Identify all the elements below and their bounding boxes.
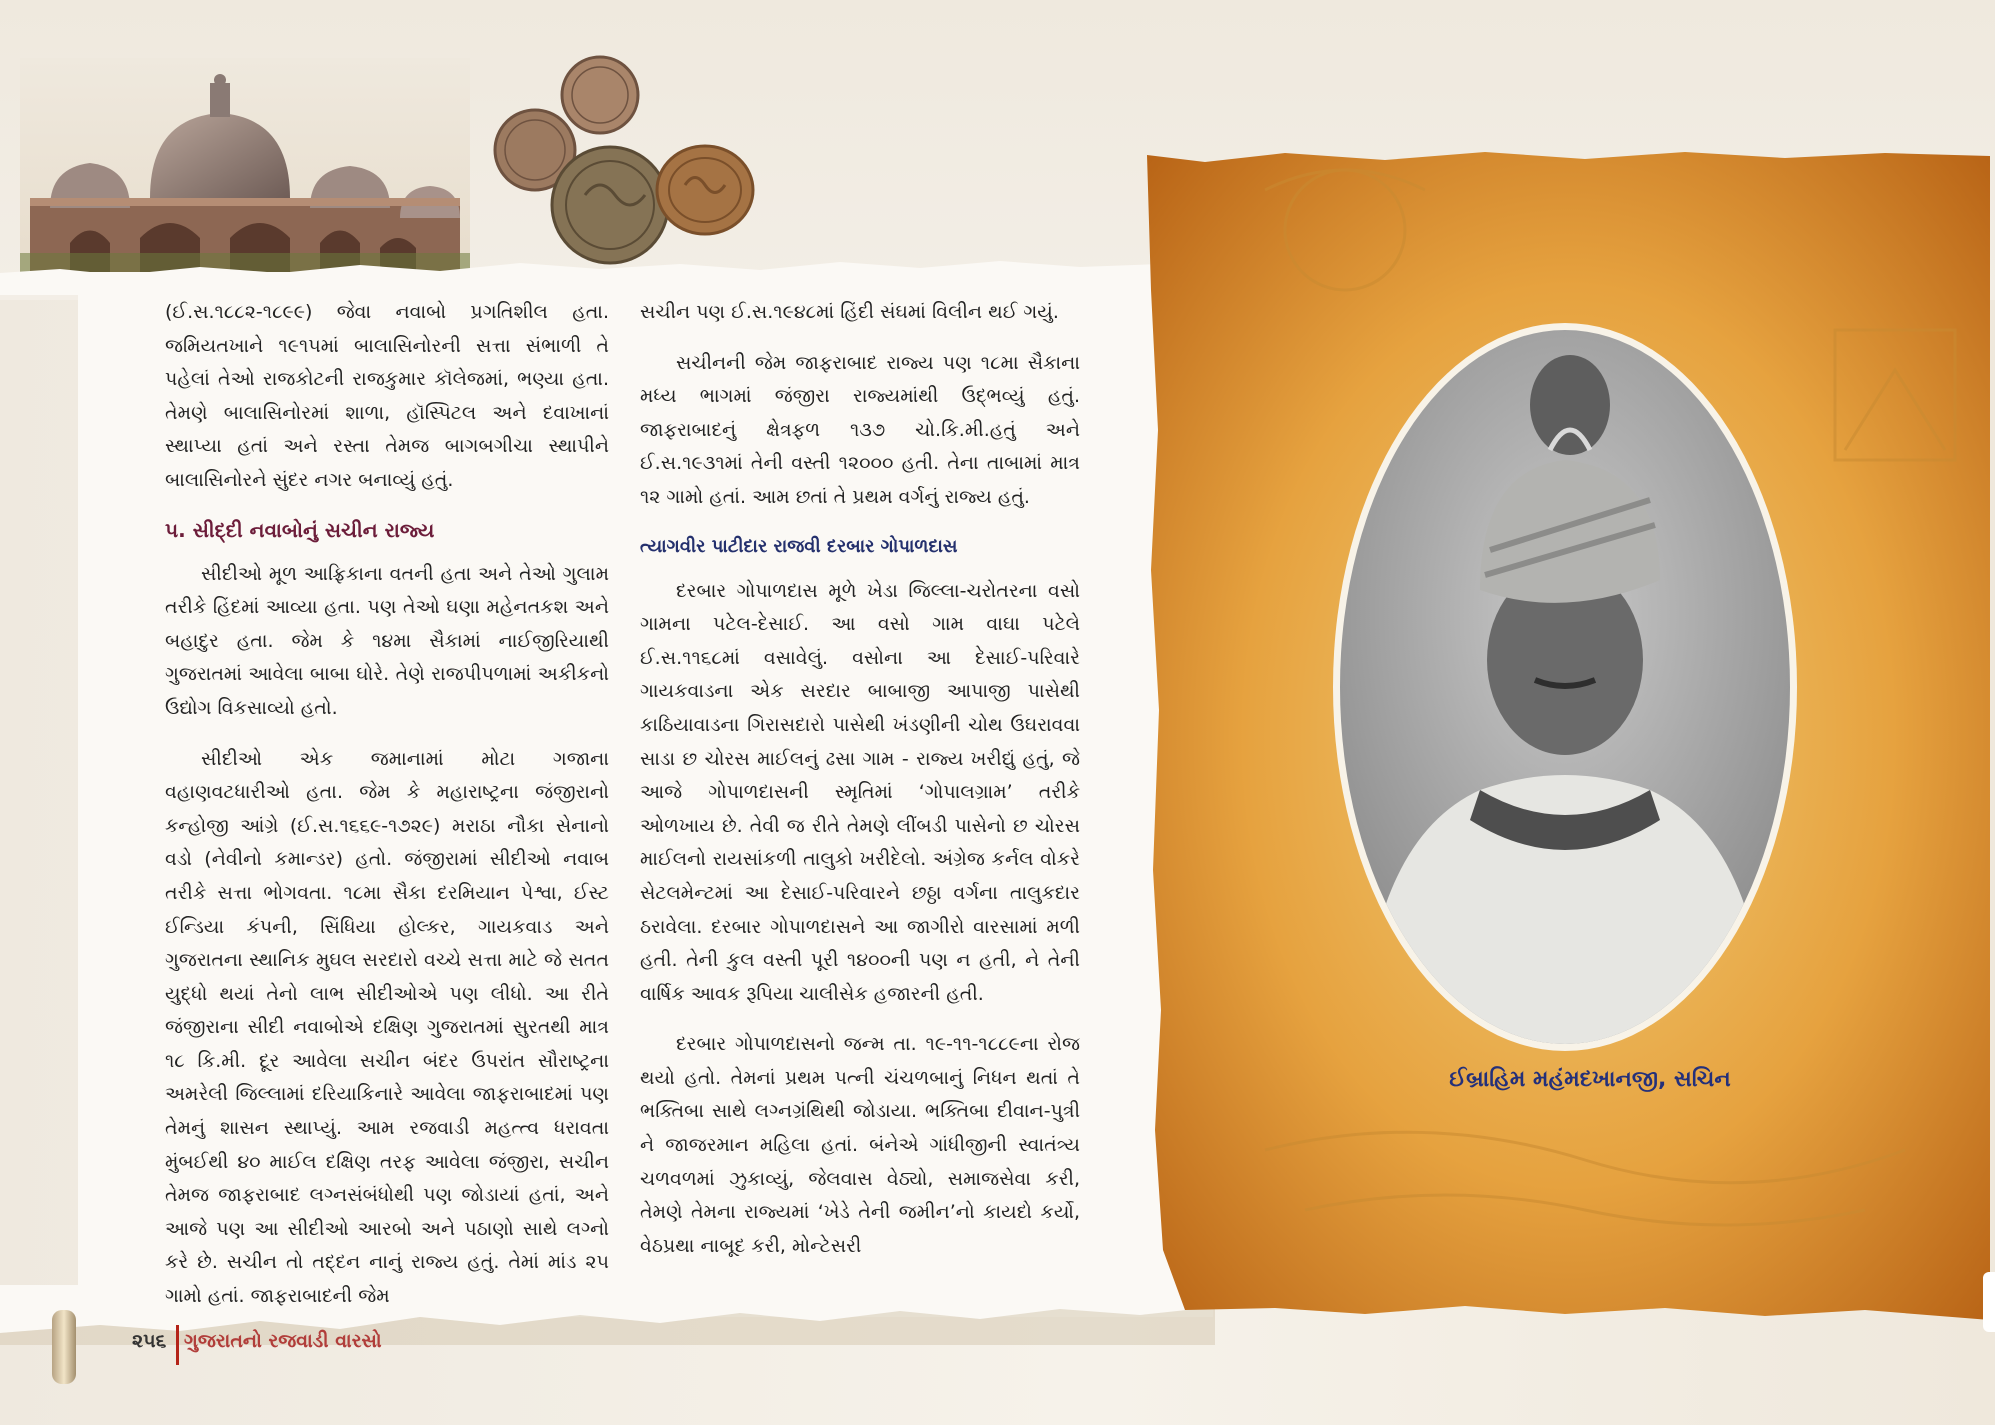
left-paragraph-1: (ઈ.સ.૧૮૮૨-૧૮૯૯) જેવા નવાબો પ્રગતિશીલ હતા. જમિયતખાને ૧૯૧૫માં બાલાસિનોરની સત્તા સંભાળી તે પહેલાં તેઓ રાજકોટની રાજકુમાર કૉલેજમાં, ભણ્યા હતા. તેમણે બાલાસિનોરમાં શાળા, હૉસ્પિટલ અને દવાખાનાં સ્થાપ્યા હતાં અને રસ્તા તેમજ બાગબગીચા સ્થાપીને બાલાસિનોરને સુંદર નગર બનાવ્યું હતું. (165, 301, 609, 491)
book-title: ગુજરાતનો રજવાડી વારસો (184, 1330, 382, 1352)
footer-divider (176, 1325, 179, 1365)
portrait-caption: ઈબ્રાહિમ મહંમદખાનજી, સચિન (1449, 1067, 1731, 1092)
section-heading-sachin: ૫. સીદ્દી નવાબોનું સચીન રાજ્ય (165, 517, 435, 542)
torn-edge-top (0, 255, 1215, 295)
portrait-photo (1330, 320, 1800, 1055)
section-heading-gopaldas: ત્યાગવીર પાટીદાર રાજવી દરબાર ગોપાળદાસ (640, 535, 958, 557)
left-paragraph-2: સીદીઓ મૂળ આફ્રિકાના વતની હતા અને તેઓ ગુલામ તરીકે હિંદમાં આવ્યા હતા. પણ તેઓ ઘણા મહેનતકશ અને બહાદુર હતા. જેમ કે ૧૪મા સૈકામાં નાઈજીરિયાથી ગુજરાતમાં આવેલા બાબા ઘોરે. તેણે રાજપીપળામાં અકીકનો ઉદ્યોગ વિકસાવ્યો હતો. (165, 562, 609, 719)
right-paragraph-2: સચીનની જેમ જાફરાબાદ રાજ્ય પણ ૧૮મા સૈકાના મધ્ય ભાગમાં જંજીરા રાજ્યમાંથી ઉદ્‌ભવ્યું હતું. જાફરાબાદનું ક્ષેત્રફળ ૧૩૭ ચો.કિ.મી.હતું અને ઈ.સ.૧૯૩૧માં તેની વસ્તી ૧૨૦૦૦ હતી. તેના તાબામાં માત્ર ૧૨ ગામો હતાં. આમ છતાં તે પ્રથમ વર્ગનું રાજ્ય હતું. (640, 351, 1080, 508)
page-corner-curl (1983, 1272, 1995, 1332)
right-paragraph-1: સચીન પણ ઈ.સ.૧૯૪૮માં હિંદી સંઘમાં વિલીન થઈ ગયું. (640, 301, 1059, 323)
page-number: ૨૫૬ (132, 1330, 167, 1352)
right-column (640, 296, 1080, 1280)
left-column (165, 296, 609, 1331)
right-paragraph-4: દરબાર ગોપાળદાસનો જન્મ તા. ૧૯-૧૧-૧૮૮૯ના રોજ થયો હતો. તેમનાં પ્રથમ પત્ની ચંચળબાનું નિધન થતાં તે ભક્તિબા સાથે લગ્નગ્રંથિથી જોડાયા. ભક્તિબા દીવાન-પુત્રી ને જાજરમાન મહિલા હતાં. બંનેએ ગાંધીજીની સ્વાતંત્ર્ય ચળવળમાં ઝુકાવ્યું, જેલવાસ વેઠ્યો, સમાજસેવા કરી, તેમણે તેમના રાજ્યમાં ‘ખેડે તેની જમીન’નો કાયદો કર્યો, વેઠપ્રથા નાબૂદ કરી, મોન્ટેસરી (640, 1033, 1080, 1257)
left-paragraph-3: સીદીઓ એક જમાનામાં મોટા ગજાના વહાણવટધારીઓ હતા. જેમ કે મહારાષ્ટ્રના જંજીરાનો કન્હોજી આંગ્રે (ઈ.સ.૧૬૬૯-૧૭૨૯) મરાઠા નૌકા સેનાનો વડો (નેવીનો કમાન્ડર) હતો. જંજીરામાં સીદીઓ નવાબ તરીકે સત્તા ભોગવતા. ૧૮મા સૈકા દરમિયાન પેશ્વા, ઈસ્ટ ઈન્ડિયા કંપની, સિંધિયા હોલ્કર, ગાયકવાડ અને ગુજરાતના સ્થાનિક મુઘલ સરદારો વચ્ચે સત્તા માટે જે સતત યુદ્ધો થયાં તેનો લાભ સીદીઓએ પણ લીધો. આ રીતે જંજીરાના સીદી નવાબોએ દક્ષિણ ગુજરાતમાં સુરતથી માત્ર ૧૮ કિ.મી. દૂર આવેલા સચીન બંદર ઉપરાંત સૌરાષ્ટ્રના અમરેલી જિલ્લામાં દરિયાકિનારે આવેલા જાફરાબાદમાં પણ તેમનું શાસન સ્થાપ્યું. આમ રજવાડી મહત્ત્વ ધરાવતા મુંબઈથી ૪૦ માઈલ દક્ષિણ તરફ આવેલા જંજીરા, સચીન તેમજ જાફરાબાદ લગ્નસંબંધોથી પણ જોડાયાં હતાં, અને આજે પણ આ સીદીઓ આરબો અને પઠાણો સાથે લગ્નો કરે છે. સચીન તો તદ્દન નાનું રાજ્ય હતું. તેમાં માંડ ૨૫ ગામો હતાં. જાફરાબાદની જેમ (165, 747, 609, 1308)
coins-image (490, 55, 780, 275)
monument-image (20, 58, 470, 283)
right-paragraph-3: દરબાર ગોપાળદાસ મૂળે ખેડા જિલ્લા-ચરોતરના વસો ગામના પટેલ-દેસાઈ. આ વસો ગામ વાઘા પટેલે ઈ.સ.૧૧૬૮માં વસાવેલું. વસોના આ દેસાઈ-પરિવારે ગાયકવાડના એક સરદાર બાબાજી આપાજી પાસેથી કાઠિયાવાડના ગિરાસદારો પાસેથી ખંડણીની ચોથ ઉઘરાવવા સાડા છ ચોરસ માઈલનું ઢસા ગામ - રાજ્ય ખરીદ્યું હતું, જે આજે ગોપાળદાસની સ્મૃતિમાં ‘ગોપાલગ્રામ’ તરીકે ઓળખાય છે. તેવી જ રીતે તેમણે લીંબડી પાસેનો છ ચોરસ માઈલનો રાયસાંકળી તાલુકો ખરીદેલો. અંગ્રેજ કર્નલ વોકરે સેટલમેન્ટમાં આ દેસાઈ-પરિવારને છઠ્ઠા વર્ગના તાલુકદાર ઠરાવેલા. દરબાર ગોપાળદાસને આ જાગીરો વારસામાં મળી હતી. તેની કુલ વસ્તી પૂરી ૧૪૦૦ની પણ ન હતી, ને તેની વાર્ષિક આવક રૂપિયા ચાલીસેક હજારની હતી. (640, 579, 1080, 1005)
scroll-roll-decoration (52, 1310, 76, 1384)
